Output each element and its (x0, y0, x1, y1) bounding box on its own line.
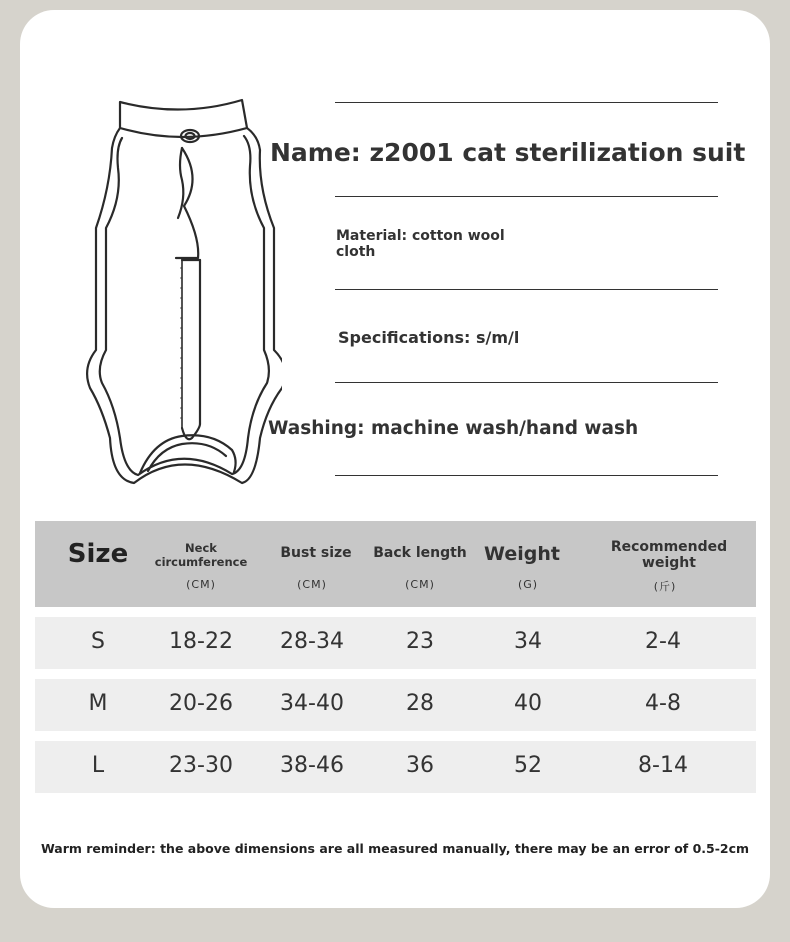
header-recommended-label: Recommended weight (610, 539, 728, 571)
size-table-header (35, 521, 756, 607)
cell-bust: 38-46 (280, 753, 344, 778)
header-bust-unit: (CM) (297, 578, 327, 591)
product-washing: Washing: machine wash/hand wash (268, 418, 639, 439)
header-recommended (599, 539, 739, 571)
cell-neck: 23-30 (169, 753, 233, 778)
cell-bust: 28-34 (280, 629, 344, 654)
product-specifications: Specifications: s/m/l (338, 328, 520, 347)
header-neck-unit: (CM) (186, 578, 216, 591)
cell-weight: 34 (514, 629, 542, 654)
divider-line (335, 382, 718, 383)
header-back-length-unit: (CM) (405, 578, 435, 591)
cell-recommended: 4-8 (645, 691, 681, 716)
header-weight-unit: (G) (517, 578, 539, 591)
cell-size: S (91, 629, 105, 654)
header-size: Size (67, 539, 129, 569)
cell-back-length: 28 (406, 691, 434, 716)
divider-line (335, 196, 718, 197)
cell-bust: 34-40 (280, 691, 344, 716)
header-neck (146, 541, 256, 569)
product-material: Material: cotton wool cloth (336, 228, 505, 260)
cell-size: L (91, 753, 105, 778)
cell-weight: 52 (514, 753, 542, 778)
table-row (35, 679, 756, 731)
divider-line (335, 475, 718, 476)
cell-recommended: 8-14 (638, 753, 688, 778)
cell-size: M (88, 691, 108, 716)
product-info (20, 10, 770, 510)
header-neck-label: Neck circumference (154, 541, 248, 569)
product-card (20, 10, 770, 908)
header-recommended-unit: (斤) (653, 580, 677, 593)
cell-back-length: 23 (406, 629, 434, 654)
cell-recommended: 2-4 (645, 629, 681, 654)
header-back-length: Back length (373, 545, 467, 561)
table-row (35, 741, 756, 793)
header-weight: Weight (484, 543, 560, 565)
cell-weight: 40 (514, 691, 542, 716)
divider-line (335, 289, 718, 290)
warm-reminder: Warm reminder: the above dimensions are all measured manually, there may be an error of 0.5-2cm (40, 841, 750, 856)
divider-line (335, 102, 718, 103)
table-row (35, 617, 756, 669)
header-bust: Bust size (280, 545, 352, 561)
cell-back-length: 36 (406, 753, 434, 778)
cell-neck: 20-26 (169, 691, 233, 716)
product-name: Name: z2001 cat sterilization suit (270, 138, 746, 167)
cell-neck: 18-22 (169, 629, 233, 654)
